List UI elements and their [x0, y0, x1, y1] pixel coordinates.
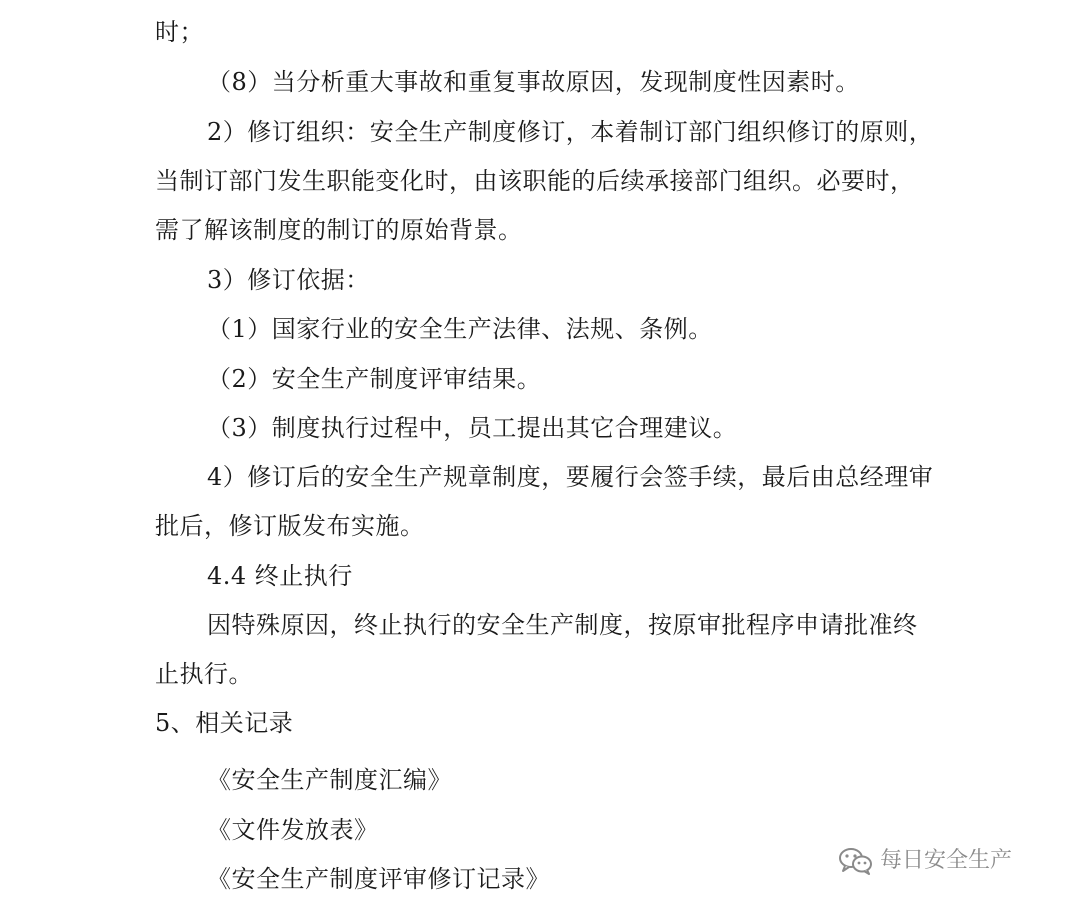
text-line: 因特殊原因，终止执行的安全生产制度，按原审批程序申请批准终 [207, 611, 918, 639]
text-line: 需了解该制度的制订的原始背景。 [155, 216, 523, 244]
text-line: （8）当分析重大事故和重复事故原因，发现制度性因素时。 [207, 68, 860, 96]
record-item: 《文件发放表》 [207, 816, 379, 844]
wechat-icon [838, 847, 874, 875]
text-line: 当制订部门发生职能变化时，由该职能的后续承接部门组织。必要时， [155, 167, 915, 195]
text-line: 止执行。 [155, 660, 253, 688]
text-line: （2）安全生产制度评审结果。 [207, 365, 542, 393]
section-heading: 4.4 终止执行 [207, 562, 353, 590]
watermark-label: 每日安全生产 [880, 848, 1013, 873]
watermark [838, 846, 1012, 876]
text-line: 批后，修订版发布实施。 [155, 512, 425, 540]
record-item: 《安全生产制度汇编》 [207, 766, 452, 794]
section-heading: 5、相关记录 [155, 709, 294, 737]
text-line: 2）修订组织：安全生产制度修订，本着制订部门组织修订的原则， [207, 118, 934, 146]
text-line: 时； [155, 18, 204, 46]
record-item: 《安全生产制度评审修订记录》 [207, 865, 550, 893]
text-line: 3）修订依据： [207, 266, 370, 294]
text-line: （3）制度执行过程中，员工提出其它合理建议。 [207, 414, 738, 442]
text-line: （1）国家行业的安全生产法律、法规、条例。 [207, 315, 713, 343]
text-line: 4）修订后的安全生产规章制度，要履行会签手续，最后由总经理审 [207, 463, 934, 491]
